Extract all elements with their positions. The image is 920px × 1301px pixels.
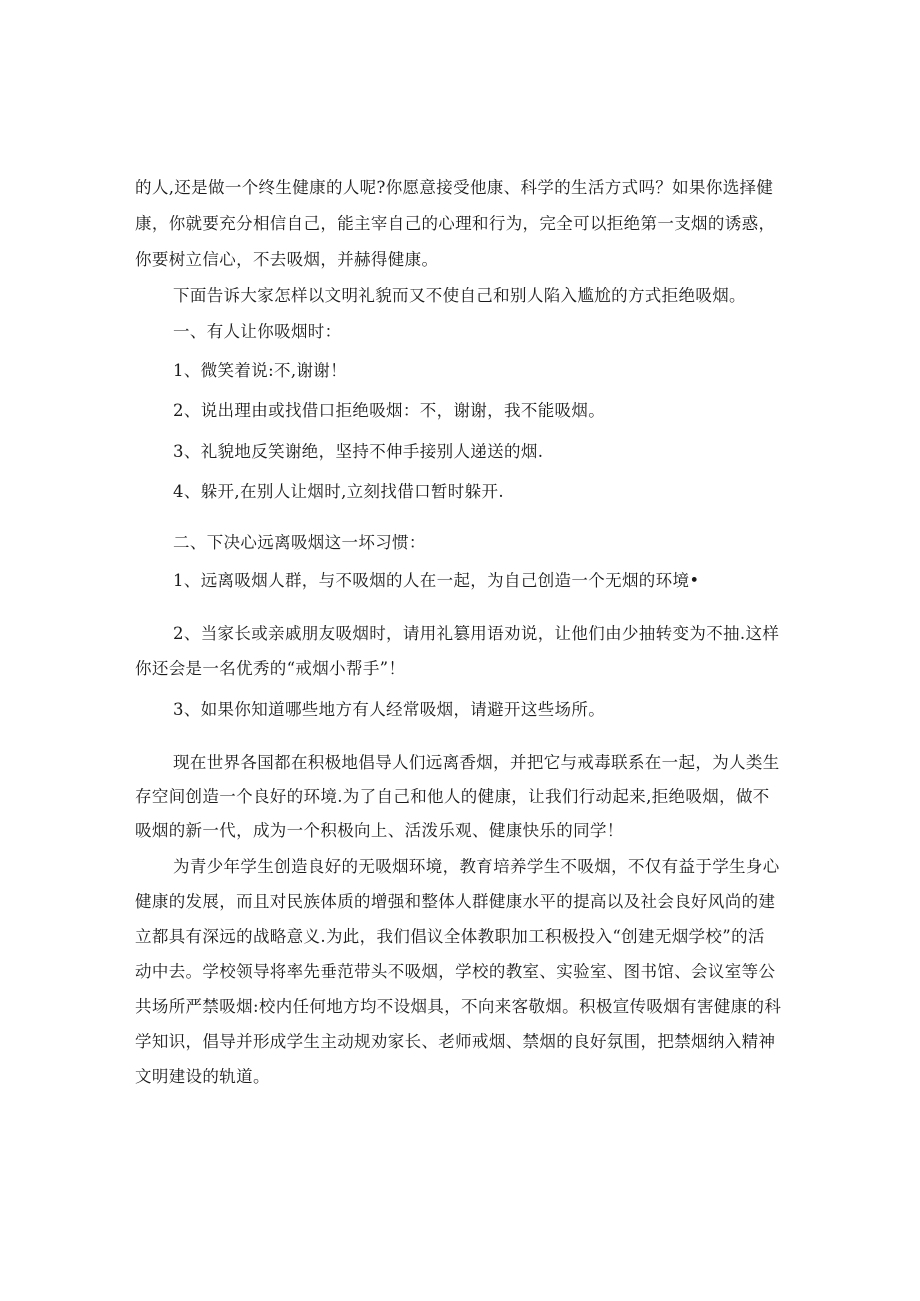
list-item: 3、如果你知道哪些地方有人经常吸烟，请避开这些场所。 xyxy=(173,700,606,719)
text-line: 动中去。学校领导将率先垂范带头不吸烟，学校的教室、实验室、图书馆、会议室等公 xyxy=(135,962,776,981)
text-line: 为青少年学生创造良好的无吸烟环境，教育培养学生不吸烟，不仅有益于学生身心 xyxy=(173,857,780,876)
text-line: 下面告诉大家怎样以文明礼貌而又不使自己和别人陷入尴尬的方式拒绝吸烟。 xyxy=(173,286,746,305)
text-line: 康，你就要充分相信自己，能主宰自己的心理和行为，完全可以拒绝第一支烟的诱惑， xyxy=(135,214,776,233)
text-line: 存空间创造一个良好的环境.为了自己和他人的健康，让我们行动起来,拒绝吸烟，做不 xyxy=(135,787,770,806)
text-line: 共场所严禁吸烟:校内任何地方均不设烟具，不向来客敬烟。积极宣传吸烟有害健康的科 xyxy=(135,997,782,1016)
list-item: 1、微笑着说:不,谢谢！ xyxy=(173,361,348,380)
text-line: 你要树立信心，不去吸烟，并赫得健康。 xyxy=(135,250,439,269)
list-item: 4、躲开,在别人让烟时,立刻找借口暂时躲开. xyxy=(173,482,504,501)
section-heading: 一、有人让你吸烟时： xyxy=(173,322,342,341)
section-heading: 二、下决心远离吸烟这一坏习惯： xyxy=(173,533,426,552)
text-line: 学知识，倡导并形成学生主动规劝家长、老师戒烟、禁烟的良好氛围，把禁烟纳入精神 xyxy=(135,1032,776,1051)
text-line: 你还会是一名优秀的“戒烟小帮手”！ xyxy=(135,659,406,678)
text-line: 现在世界各国都在积极地倡导人们远离香烟，并把它与戒毒联系在一起，为人类生 xyxy=(173,753,780,772)
list-item: 2、说出理由或找借口拒绝吸烟：不，谢谢，我不能吸烟。 xyxy=(173,401,606,420)
text-line: 文明建设的轨道。 xyxy=(135,1067,270,1086)
text-line: 的人,还是做一个终生健康的人呢?你愿意接受他康、科学的生活方式吗？如果你选择健 xyxy=(135,178,774,197)
text-line: 立都具有深远的战略意义.为此，我们倡议全体教职加工积极投入“创建无烟学校”的活 xyxy=(135,927,765,946)
list-item: 2、当家长或亲戚朋友吸烟时，请用礼篡用语劝说，让他们由少抽转变为不抽.这样 xyxy=(173,624,780,643)
text-line: 健康的发展，而且对民族体质的增强和整体人群健康水平的提高以及社会良好风尚的建 xyxy=(135,892,776,911)
list-item: 3、礼貌地反笑谢绝，坚持不伸手接别人递送的烟. xyxy=(173,442,544,461)
text-line: 吸烟的新一代，成为一个积极向上、活泼乐观、健康快乐的同学！ xyxy=(135,821,624,840)
list-item: 1、远离吸烟人群，与不吸烟的人在一起，为自己创造一个无烟的环境• xyxy=(173,571,700,590)
